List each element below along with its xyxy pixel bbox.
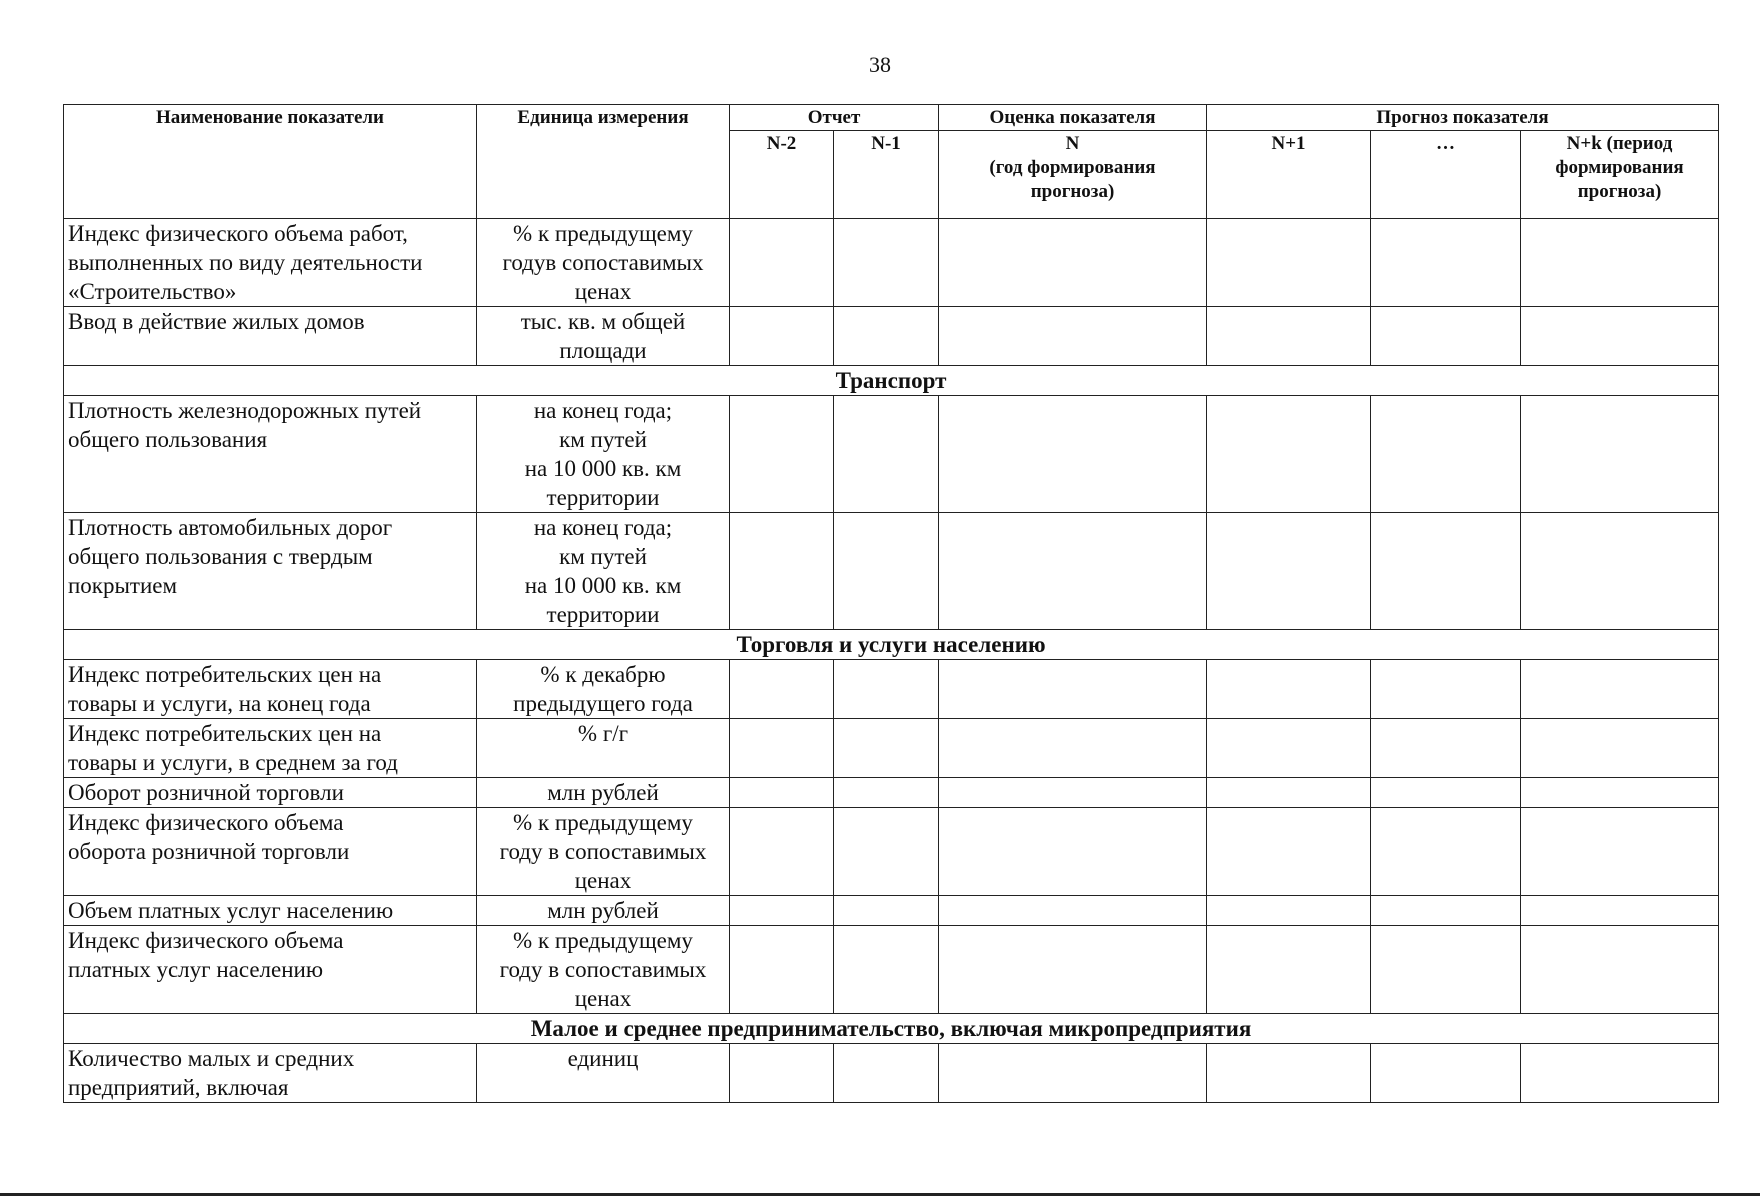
table-row	[64, 778, 1719, 808]
row-name: Плотность железнодорожных путей общего пользования	[64, 396, 477, 513]
section-trade: Торговля и услуги населению	[64, 630, 1719, 660]
row-unit: % г/г	[477, 719, 730, 778]
page-number: 38	[869, 52, 891, 77]
row-name: Индекс физического объема работ, выполненных по виду деятельности «Строительство»	[64, 219, 477, 307]
section-sme: Малое и среднее предпринимательство, включая микропредприятия	[64, 1014, 1719, 1044]
indicators-table	[63, 104, 1719, 1103]
table-row	[64, 1044, 1719, 1103]
row-name: Индекс физического объема платных услуг населению	[64, 926, 477, 1014]
header-estimate: Оценка показателя	[939, 105, 1207, 131]
table-row	[64, 660, 1719, 719]
table-row	[64, 307, 1719, 366]
row-name: Объем платных услуг населению	[64, 896, 477, 926]
table-row	[64, 926, 1719, 1014]
row-unit: % к предыдущему годув сопоставимых ценах	[477, 219, 730, 307]
row-unit: % к декабрю предыдущего года	[477, 660, 730, 719]
header-report: Отчет	[730, 105, 939, 131]
header-n-minus-2: N-2	[730, 131, 834, 219]
header-forecast: Прогноз показателя	[1207, 105, 1719, 131]
header-unit: Единица измерения	[477, 105, 730, 219]
header-name: Наименование показатели	[64, 105, 477, 219]
row-name: Оборот розничной торговли	[64, 778, 477, 808]
bottom-rule	[0, 1193, 1760, 1196]
header-ellipsis: …	[1371, 131, 1521, 219]
row-name: Ввод в действие жилых домов	[64, 307, 477, 366]
row-name: Плотность автомобильных дорог общего пользования с твердым покрытием	[64, 513, 477, 630]
row-unit: единиц	[477, 1044, 730, 1103]
table-row	[64, 896, 1719, 926]
row-unit: тыс. кв. м общей площади	[477, 307, 730, 366]
table-row	[64, 719, 1719, 778]
row-unit: на конец года; км путей на 10 000 кв. км территории	[477, 396, 730, 513]
row-unit: млн рублей	[477, 896, 730, 926]
section-transport: Транспорт	[64, 366, 1719, 396]
table-row	[64, 396, 1719, 513]
table-row	[64, 219, 1719, 307]
table-row	[64, 808, 1719, 896]
row-name: Количество малых и средних предприятий, включая	[64, 1044, 477, 1103]
header-n-minus-1: N-1	[834, 131, 939, 219]
row-unit: % к предыдущему году в сопоставимых ценах	[477, 808, 730, 896]
row-name: Индекс потребительских цен на товары и услуги, в среднем за год	[64, 719, 477, 778]
row-unit: % к предыдущему году в сопоставимых ценах	[477, 926, 730, 1014]
header-n-plus-1: N+1	[1207, 131, 1371, 219]
header-n-year: N (год формирования прогноза)	[939, 131, 1207, 219]
row-name: Индекс физического объема оборота розничной торговли	[64, 808, 477, 896]
row-unit: на конец года; км путей на 10 000 кв. км территории	[477, 513, 730, 630]
row-unit: млн рублей	[477, 778, 730, 808]
header-n-plus-k: N+k (период формирования прогноза)	[1521, 131, 1719, 219]
row-name: Индекс потребительских цен на товары и услуги, на конец года	[64, 660, 477, 719]
table-row	[64, 513, 1719, 630]
